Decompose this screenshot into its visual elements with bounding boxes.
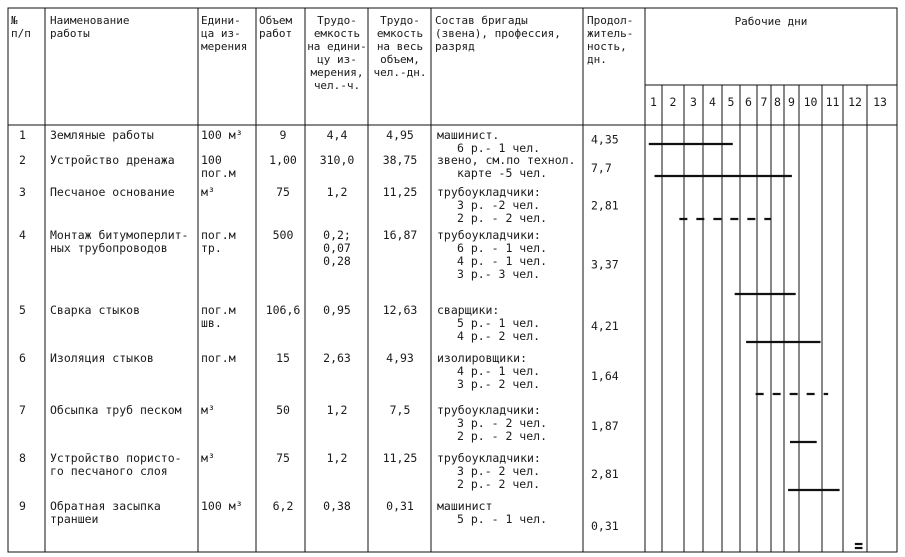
unit-of-measure: пог.м [201, 351, 236, 365]
header-num-line: п/п [11, 27, 31, 40]
labor-total: 11,25 [382, 185, 418, 199]
day-number: 3 [690, 95, 697, 109]
crew-line: сварщики: [437, 303, 500, 317]
labor-per-unit: 0,2; [323, 228, 351, 242]
work-volume: 75 [276, 451, 290, 465]
day-number: 12 [848, 95, 862, 109]
row-number: 4 [19, 228, 26, 242]
work-name: Изоляция стыков [50, 351, 154, 365]
header-unit-line: ца из- [201, 27, 241, 40]
unit-of-measure: м³ [201, 185, 215, 199]
crew-line: 6 р. - 1 чел. [457, 241, 548, 255]
crew-line: 5 р. - 1 чел. [457, 512, 548, 526]
labor-per-unit: 1,2 [326, 185, 348, 199]
header-duration-line: Продол- [587, 14, 634, 27]
work-volume: 9 [279, 128, 287, 142]
header-volume-line: работ [259, 27, 293, 40]
unit-of-measure: 100 м³ [201, 128, 243, 142]
day-number: 11 [825, 95, 840, 109]
work-name: траншеи [50, 512, 99, 526]
row-number: 9 [19, 499, 26, 513]
unit-of-measure: 100 [201, 153, 222, 167]
crew-line: 4 р. - 1 чел. [457, 254, 548, 268]
work-name: Песчаное основание [50, 185, 175, 199]
header-labor_total-line: чел.-дн. [373, 66, 427, 79]
work-name: Земляные работы [50, 128, 154, 142]
header-labor_total-line: Трудо- [380, 14, 420, 27]
labor-total: 16,87 [382, 228, 418, 242]
work-volume: 75 [276, 185, 290, 199]
day-number: 9 [788, 95, 795, 109]
unit-of-measure: пог.м [201, 303, 236, 317]
crew-line: 5 р.- 1 чел. [457, 316, 541, 330]
header-name-line: работы [50, 27, 90, 40]
work-name: Сварка стыков [50, 303, 141, 317]
work-volume: 50 [276, 403, 290, 417]
duration-days: 2,81 [591, 467, 619, 481]
work-volume: 15 [276, 351, 290, 365]
unit-of-measure: шв. [201, 316, 222, 330]
header-labor_total-line: на весь [376, 40, 424, 53]
header-labor_unit-line: на едини- [307, 40, 367, 53]
labor-total: 7,5 [389, 403, 411, 417]
header-duration-line: ность, [587, 40, 627, 53]
work-volume: 1,00 [269, 153, 297, 167]
work-name: Обратная засыпка [50, 499, 161, 513]
gantt-bars [649, 144, 863, 548]
days-title: Рабочие дни [734, 15, 808, 28]
row-number: 6 [19, 351, 26, 365]
day-number: 6 [745, 95, 752, 109]
header-crew-line: разряд [435, 40, 475, 53]
work-name: Устройство дренажа [50, 153, 175, 167]
duration-days: 7,7 [591, 161, 612, 175]
labor-per-unit: 0,28 [323, 254, 351, 268]
duration-days: 3,37 [591, 257, 619, 272]
labor-total: 11,25 [382, 451, 418, 465]
work-name: го песчаного слоя [50, 464, 168, 478]
labor-per-unit: 4,4 [326, 128, 348, 142]
duration-days: 1,64 [591, 369, 619, 383]
header-labor_unit-line: емкость [313, 27, 361, 40]
header-unit-line: Едини- [201, 14, 241, 27]
day-number: 7 [760, 95, 768, 109]
work-volume: 6,2 [272, 499, 294, 513]
duration-days: 1,87 [591, 419, 619, 433]
work-volume: 500 [272, 228, 294, 242]
header-name-line: Наименование [50, 14, 130, 27]
duration-days: 4,35 [591, 132, 619, 147]
day-number: 5 [727, 95, 735, 109]
duration-days: 4,21 [591, 319, 619, 333]
crew-line: 3 р.- 2 чел. [457, 377, 541, 391]
row-number: 3 [19, 185, 26, 199]
labor-total: 0,31 [386, 499, 414, 513]
crew-line: 4 р.- 1 чел. [457, 364, 541, 378]
crew-line: трубоукладчики: [437, 403, 541, 417]
crew-line: 2 р. - 2 чел. [457, 211, 548, 225]
crew-line: трубоукладчики: [437, 228, 541, 242]
duration-days: 0,31 [591, 519, 619, 533]
row-number: 2 [19, 153, 26, 167]
row-number: 5 [19, 303, 26, 317]
unit-of-measure: пог.м [201, 166, 236, 180]
unit-of-measure: 100 м³ [201, 499, 243, 513]
labor-total: 4,95 [386, 128, 414, 142]
work-name: ных трубопроводов [50, 241, 168, 255]
crew-line: изолировщики: [437, 351, 528, 365]
crew-line: карте -5 чел. [457, 166, 548, 180]
crew-line: звено, см.по технол. [437, 153, 576, 167]
header-labor_unit-line: Трудо- [317, 14, 357, 27]
table-text [11, 14, 887, 533]
labor-per-unit: 1,2 [326, 403, 348, 417]
work-volume: 106,6 [265, 303, 301, 317]
labor-total: 4,93 [386, 351, 414, 365]
unit-of-measure: тр. [201, 241, 222, 255]
unit-of-measure: м³ [201, 403, 215, 417]
crew-line: трубоукладчики: [437, 185, 541, 199]
row-number: 1 [19, 128, 26, 142]
crew-line: трубоукладчики: [437, 451, 541, 465]
header-labor_unit-line: мерения, [310, 66, 364, 79]
crew-line: 2 р.- 2 чел. [457, 477, 541, 491]
work-name: Устройство пористо- [50, 451, 182, 465]
labor-per-unit: 310,0 [319, 153, 355, 167]
work-name: Обсыпка труб песком [50, 403, 182, 417]
labor-per-unit: 0,38 [323, 499, 351, 513]
row-number: 7 [19, 403, 26, 417]
day-number: 8 [774, 95, 781, 109]
unit-of-measure: пог.м [201, 228, 236, 242]
labor-per-unit: 2,63 [323, 351, 351, 365]
day-number: 10 [803, 95, 818, 109]
unit-of-measure: м³ [201, 451, 215, 465]
labor-per-unit: 0,07 [323, 241, 351, 255]
header-unit-line: мерения [201, 40, 248, 53]
row-number: 8 [19, 451, 26, 465]
header-labor_total-line: емкость [376, 27, 424, 40]
labor-per-unit: 1,2 [326, 451, 348, 465]
crew-line: машинист [437, 499, 493, 513]
work-name: Монтаж битумоперлит- [50, 228, 189, 242]
crew-line: 2 р. - 2 чел. [457, 429, 548, 443]
crew-line: 3 р. - 2 чел. [457, 416, 548, 430]
crew-line: 3 р.- 2 чел. [457, 464, 541, 478]
labor-per-unit: 0,95 [323, 303, 351, 317]
day-number: 1 [650, 95, 657, 109]
day-number: 13 [873, 95, 887, 109]
header-num-line: № [11, 14, 18, 27]
header-labor_unit-line: цу из- [317, 53, 357, 66]
header-volume-line: Объем [259, 14, 293, 27]
day-number: 2 [669, 95, 677, 109]
crew-line: 6 р.- 1 чел. [457, 141, 541, 155]
duration-days: 2,81 [591, 198, 619, 213]
header-duration-line: дн. [587, 53, 607, 66]
header-crew-line: (звена), профессия, [435, 27, 561, 40]
header-labor_unit-line: чел.-ч. [313, 79, 361, 92]
crew-line: 4 р.- 2 чел. [457, 329, 541, 343]
labor-total: 38,75 [382, 153, 418, 167]
crew-line: 3 р. -2 чел. [457, 198, 541, 212]
crew-line: 3 р.- 3 чел. [457, 267, 541, 281]
day-number: 4 [709, 95, 716, 109]
labor-total: 12,63 [382, 303, 418, 317]
header-duration-line: житель- [587, 27, 634, 40]
header-labor_total-line: объем, [380, 53, 420, 66]
header-crew-line: Состав бригады [435, 14, 528, 27]
crew-line: машинист. [437, 128, 500, 142]
